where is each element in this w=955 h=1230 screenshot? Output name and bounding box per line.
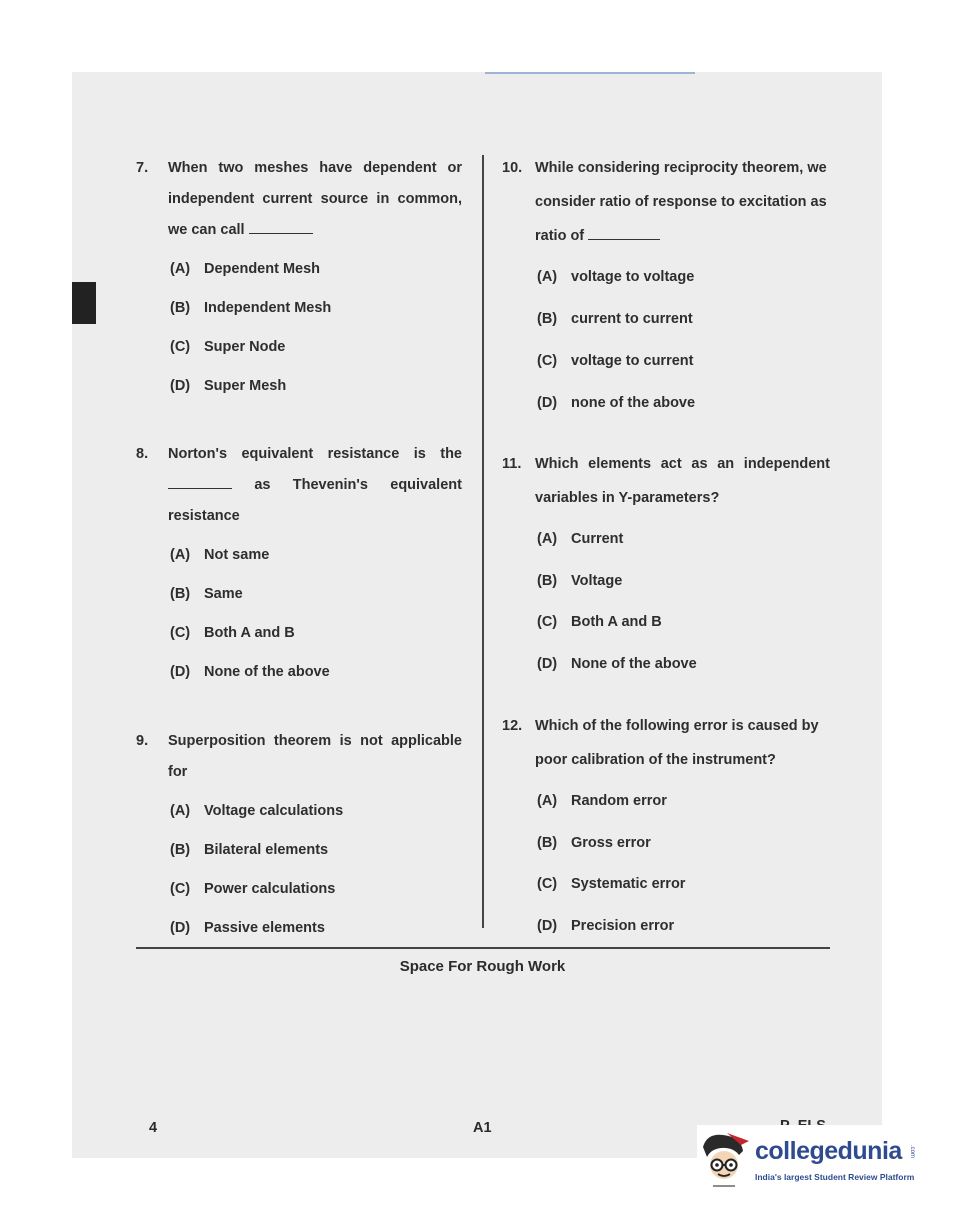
- option-text: current to current: [571, 311, 693, 327]
- option-c[interactable]: [170, 339, 285, 355]
- option-b[interactable]: [170, 300, 331, 316]
- question-text-fragment: equivalent: [390, 477, 462, 493]
- option-text: Random error: [571, 793, 667, 809]
- option-text: Gross error: [571, 835, 651, 851]
- option-a[interactable]: [537, 531, 623, 547]
- question-12: [502, 718, 832, 943]
- option-b[interactable]: [170, 586, 243, 602]
- question-9: [136, 733, 466, 943]
- option-label: (C): [537, 353, 558, 369]
- option-a[interactable]: [537, 269, 694, 285]
- question-11: [502, 456, 832, 686]
- option-text: None of the above: [204, 664, 330, 680]
- option-b[interactable]: [537, 835, 651, 851]
- option-text: Same: [204, 586, 243, 602]
- option-b[interactable]: [537, 311, 693, 327]
- option-label: (D): [537, 656, 558, 672]
- option-b[interactable]: [170, 842, 328, 858]
- question-text-fragment: as: [254, 477, 271, 493]
- option-d[interactable]: [537, 918, 674, 934]
- question-text-line: [168, 222, 313, 238]
- option-a[interactable]: [170, 547, 269, 563]
- rough-work-rule: [136, 947, 830, 949]
- answer-blank: [168, 488, 232, 489]
- option-text: Dependent Mesh: [204, 261, 321, 277]
- option-label: (A): [170, 261, 191, 277]
- option-label: (D): [170, 664, 191, 680]
- question-number: 11.: [502, 456, 522, 472]
- question-number: 9.: [136, 733, 149, 749]
- option-c[interactable]: [537, 353, 693, 369]
- option-d[interactable]: [170, 664, 330, 680]
- question-text-line: When two meshes have dependent or: [168, 160, 462, 176]
- option-label: (B): [537, 573, 558, 589]
- option-label: (C): [170, 339, 191, 355]
- option-label: (D): [170, 378, 191, 394]
- option-c[interactable]: [537, 876, 685, 892]
- option-d[interactable]: [537, 656, 697, 672]
- question-text-fragment: Thevenin's: [292, 477, 368, 493]
- question-text-line: for: [168, 764, 188, 780]
- question-text-line: resistance: [168, 508, 240, 524]
- option-label: (C): [170, 881, 191, 897]
- option-text: None of the above: [571, 656, 697, 672]
- option-c[interactable]: [170, 881, 335, 897]
- option-label: (A): [170, 547, 191, 563]
- option-label: (A): [537, 269, 558, 285]
- option-label: (A): [170, 803, 191, 819]
- option-text: Systematic error: [571, 876, 686, 892]
- question-text-line: [168, 477, 462, 493]
- option-d[interactable]: [537, 395, 695, 411]
- option-label: (D): [170, 920, 191, 936]
- option-text: Not same: [204, 547, 270, 563]
- question-text-line: Norton's equivalent resistance is the: [168, 446, 462, 462]
- option-text: none of the above: [571, 395, 696, 411]
- option-text: Super Mesh: [204, 378, 287, 394]
- question-number: 8.: [136, 446, 149, 462]
- question-number: 7.: [136, 160, 149, 176]
- question-text-line: variables in Y-parameters?: [535, 490, 720, 506]
- option-c[interactable]: [170, 625, 295, 641]
- option-label: (C): [537, 876, 558, 892]
- option-text: Both A and B: [571, 614, 662, 630]
- option-label: (A): [537, 793, 558, 809]
- option-d[interactable]: [170, 920, 325, 936]
- option-text: Both A and B: [204, 625, 295, 641]
- option-text: Independent Mesh: [204, 300, 332, 316]
- brand-name: collegedunia: [755, 1137, 902, 1165]
- question-text-line: Superposition theorem is not applicable: [168, 733, 462, 749]
- question-text-line: While considering reciprocity theorem, we: [535, 160, 827, 176]
- question-7: [136, 160, 466, 400]
- set-code: A1: [473, 1120, 492, 1136]
- question-text-line: poor calibration of the instrument?: [535, 752, 776, 768]
- answer-blank: [249, 233, 313, 234]
- option-text: Voltage calculations: [204, 803, 344, 819]
- option-d[interactable]: [170, 378, 286, 394]
- question-text-fragment: ratio of: [535, 228, 585, 244]
- option-a[interactable]: [170, 803, 343, 819]
- option-c[interactable]: [537, 614, 662, 630]
- answer-blank: [588, 239, 660, 240]
- column-divider: [482, 155, 484, 928]
- option-label: (B): [537, 835, 558, 851]
- option-label: (B): [170, 586, 191, 602]
- option-text: voltage to current: [571, 353, 694, 369]
- option-label: (C): [537, 614, 558, 630]
- option-label: (C): [170, 625, 191, 641]
- option-label: (D): [537, 918, 558, 934]
- top-edge-mark: [485, 72, 695, 74]
- brand-tagline: India's largest Student Review Platform: [755, 1172, 915, 1182]
- option-text: Current: [571, 531, 624, 547]
- option-label: (B): [170, 300, 191, 316]
- rough-work-heading: Space For Rough Work: [399, 958, 566, 975]
- brand-domain: .com: [909, 1145, 915, 1159]
- option-label: (B): [170, 842, 191, 858]
- option-text: Precision error: [571, 918, 675, 934]
- option-label: (A): [537, 531, 558, 547]
- page-edge-tab: [72, 282, 96, 324]
- question-text-line: independent current source in common,: [168, 191, 462, 207]
- collegedunia-logo[interactable]: [697, 1125, 937, 1195]
- option-text: Power calculations: [204, 881, 336, 897]
- option-a[interactable]: [537, 793, 667, 809]
- page-number: 4: [149, 1120, 158, 1136]
- mascot-icon: [697, 1125, 755, 1195]
- option-text: Bilateral elements: [204, 842, 329, 858]
- question-text-line: consider ratio of response to excitation as: [535, 194, 827, 210]
- option-text: Voltage: [571, 573, 623, 589]
- option-text: Super Node: [204, 339, 286, 355]
- option-label: (D): [537, 395, 558, 411]
- question-text-fragment: we can call: [168, 222, 245, 238]
- question-number: 10.: [502, 160, 523, 176]
- question-8: [136, 446, 466, 686]
- option-text: voltage to voltage: [571, 269, 695, 285]
- option-a[interactable]: [170, 261, 320, 277]
- question-text-line: Which of the following error is caused by: [535, 718, 819, 734]
- option-label: (B): [537, 311, 558, 327]
- question-10: [502, 160, 832, 420]
- question-number: 12.: [502, 718, 523, 734]
- option-b[interactable]: [537, 573, 622, 589]
- question-text-line: Which elements act as an independent: [535, 456, 830, 472]
- option-text: Passive elements: [204, 920, 325, 936]
- question-text-line: [535, 228, 660, 244]
